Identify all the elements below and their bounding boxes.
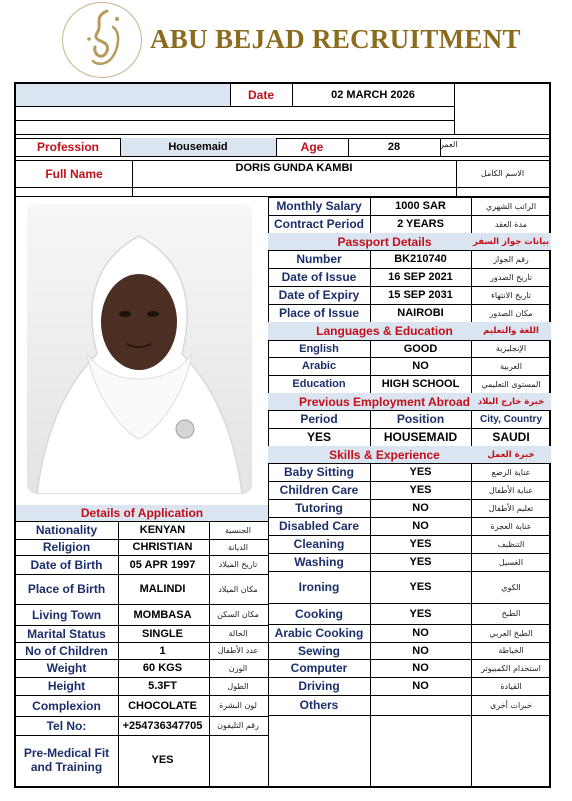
skill-ar: القيادة: [500, 681, 522, 691]
grid-line: [471, 624, 472, 642]
contract-period-value: 2 YEARS: [397, 218, 444, 230]
grid-line: [471, 695, 472, 715]
age-value: 28: [387, 141, 401, 153]
company-logo: [62, 2, 142, 78]
detail-ar: عدد الأطفال: [217, 646, 259, 655]
skill-value: YES: [409, 556, 432, 568]
company-name: ABU BEJAD RECRUITMENT: [150, 24, 521, 54]
grid-line: [471, 268, 472, 286]
arabic-ar: العربية: [500, 361, 522, 371]
grid-line: [370, 304, 371, 322]
period-label: Period: [300, 412, 338, 426]
grid-line: [471, 677, 472, 695]
grid-line: [370, 603, 371, 624]
grid-line: [471, 250, 472, 268]
skill-ar: الغسيل: [498, 557, 524, 567]
detail-label: Nationality: [35, 523, 98, 537]
country-value: SAUDI: [492, 430, 530, 444]
detail-value: SINGLE: [142, 627, 183, 640]
pre-medical-value: YES: [151, 754, 174, 766]
arabic-label: Arabic: [301, 360, 337, 372]
skill-value: NO: [412, 627, 429, 639]
detail-label: Date of Birth: [30, 557, 103, 572]
skill-label: Baby Sitting: [283, 465, 354, 479]
detail-label: Weight: [46, 661, 87, 675]
skill-ar: التنظيف: [497, 539, 525, 549]
grid-line: [370, 535, 371, 553]
english-ar: الإنجليزية: [495, 344, 527, 353]
skill-value: NO: [412, 502, 429, 514]
grid-line: [471, 215, 472, 233]
passport-details-header: Passport Details: [268, 233, 501, 250]
grid-line: [471, 375, 472, 393]
pre-medical-label: Pre-Medical Fit and Training: [23, 746, 110, 774]
grid-line: [471, 659, 472, 677]
skill-ar: الخياطة: [498, 646, 524, 655]
detail-label: Complexion: [32, 698, 101, 713]
place-of-issue-ar: مكان الصدور: [489, 308, 533, 318]
date-of-issue-label: Date of Issue: [281, 270, 357, 284]
grid-line: [471, 603, 472, 624]
skill-ar: خبرات أخرى: [490, 700, 532, 710]
grid-line: [471, 535, 472, 553]
grid-line: [471, 571, 472, 603]
grid-line: [370, 624, 371, 642]
age-ar: العمر: [440, 139, 458, 149]
education-value: HIGH SCHOOL: [381, 378, 460, 390]
previous-employment-header: Previous Employment Abroad: [268, 393, 501, 410]
grid-line: [471, 304, 472, 322]
passport-details-header-ar: بيانات جواز السفر: [471, 233, 551, 250]
details-of-application-header: Details of Application: [16, 505, 268, 521]
grid-line: [370, 642, 371, 659]
skill-value: [370, 695, 471, 715]
skill-ar: الطبخ: [501, 609, 521, 618]
detail-value: CHRISTIAN: [132, 541, 193, 553]
grid-line: [471, 428, 472, 446]
detail-label: Marital Status: [27, 626, 106, 641]
detail-ar: الطول: [227, 681, 249, 691]
skill-label: Washing: [294, 555, 344, 569]
grid-line: [370, 659, 371, 677]
grid-line: [370, 463, 371, 481]
skill-value: YES: [409, 607, 432, 620]
date-label: Date: [247, 88, 274, 102]
age-label: Age: [300, 140, 324, 154]
skill-label: Cooking: [295, 606, 343, 621]
skill-label: Arabic Cooking: [274, 626, 364, 640]
languages-header: Languages & Education: [268, 322, 501, 340]
detail-value: KENYAN: [139, 524, 186, 536]
grid-line: [370, 517, 371, 535]
arabic-value: NO: [412, 360, 429, 372]
grid-line: [370, 268, 371, 286]
skill-value: NO: [412, 644, 429, 657]
detail-label: Tel No:: [46, 718, 87, 733]
position-label: Position: [396, 412, 445, 426]
detail-value: CHOCOLATE: [128, 699, 197, 712]
grid-line: [471, 481, 472, 499]
skill-label: Children Care: [279, 483, 359, 497]
detail-label: Height: [47, 679, 86, 693]
skill-value: NO: [412, 680, 429, 692]
detail-value: MOMBASA: [133, 608, 192, 621]
detail-value: 1: [159, 644, 166, 657]
detail-ar: الوزن: [228, 663, 248, 673]
date-value: 02 MARCH 2026: [331, 89, 415, 101]
skill-ar: تعليم الأطفال: [488, 503, 534, 513]
grid-line: [471, 463, 472, 481]
detail-ar: الجنسية: [224, 525, 252, 535]
grid-line: [268, 715, 551, 716]
grid-line: [471, 517, 472, 535]
grid-line: [471, 410, 472, 428]
grid-line: [370, 677, 371, 695]
languages-header-ar: اللغة والتعليم: [471, 322, 551, 340]
monthly-salary-ar: الراتب الشهري: [485, 201, 537, 211]
full-name-label: Full Name: [45, 166, 103, 181]
grid-line: [370, 286, 371, 304]
date-of-issue-value: 16 SEP 2021: [388, 271, 453, 283]
skills-header-ar: خبرة العمل: [471, 446, 551, 463]
skill-ar: الكوي: [501, 582, 521, 592]
skill-label: Driving: [298, 679, 340, 693]
monthly-salary-label: Monthly Salary: [276, 199, 362, 213]
passport-number-ar: رقم الجواز: [493, 254, 529, 264]
full-name-ar: الاسم الكامل: [480, 169, 525, 178]
detail-value: +254736347705: [122, 719, 203, 732]
skill-ar: استخدام الكمبيوتر: [481, 663, 541, 673]
detail-ar: الديانة: [227, 542, 249, 552]
detail-label: Religion: [42, 540, 91, 554]
contract-period-label: Contract Period: [273, 217, 364, 231]
skill-value: YES: [409, 466, 432, 478]
education-label: Education: [292, 378, 346, 390]
grid-line: [370, 197, 371, 215]
skill-value: NO: [412, 662, 429, 674]
profession-value: Housemaid: [120, 138, 276, 156]
grid-line: [370, 481, 371, 499]
detail-ar: الحالة: [228, 629, 248, 638]
grid-line: [370, 357, 371, 375]
detail-ar: لون البشرة: [219, 701, 257, 710]
date-of-expiry-value: 15 SEP 2031: [388, 289, 453, 301]
grid-line: [370, 553, 371, 571]
detail-ar: مكان السكن: [217, 610, 259, 619]
skill-label: Tutoring: [295, 501, 343, 515]
skills-header: Skills & Experience: [268, 446, 501, 463]
calligraphy-logo-icon: [63, 3, 141, 77]
period-value: YES: [306, 430, 331, 444]
detail-label: No of Children: [25, 643, 108, 658]
passport-number-label: Number: [296, 252, 342, 266]
detail-ar: رقم التليفون: [217, 721, 259, 730]
skill-ar: عناية الرضع: [491, 467, 531, 477]
detail-value: MALINDI: [139, 583, 186, 595]
position-value: HOUSEMAID: [383, 430, 458, 444]
date-spacer: [16, 84, 230, 106]
date-of-expiry-ar: تاريخ الانتهاء: [491, 290, 531, 300]
full-name-value: DORIS GUNDA KAMBI: [235, 162, 353, 174]
skill-label: Computer: [290, 661, 348, 675]
grid-line: [471, 340, 472, 357]
grid-line: [370, 340, 371, 357]
english-value: GOOD: [403, 342, 438, 355]
skill-value: YES: [409, 484, 432, 496]
grid-line: [370, 499, 371, 517]
grid-line: [370, 428, 371, 446]
place-of-issue-value: NAIROBI: [397, 307, 444, 319]
detail-value: 05 APR 1997: [129, 558, 196, 571]
grid-line: [471, 197, 472, 215]
skill-label: Others: [299, 698, 339, 712]
date-of-expiry-label: Date of Expiry: [278, 288, 360, 302]
skill-label: Cleaning: [293, 537, 345, 551]
grid-line: [370, 215, 371, 233]
profession-label: Profession: [36, 140, 99, 154]
skill-label: Sewing: [297, 643, 340, 658]
grid-line: [471, 713, 472, 788]
monthly-salary-value: 1000 SAR: [395, 200, 446, 212]
applicant-photo: [27, 204, 252, 494]
passport-number-value: BK210740: [394, 253, 447, 265]
detail-value: 60 KGS: [142, 662, 183, 674]
skill-label: Ironing: [298, 580, 340, 594]
english-label: English: [299, 342, 339, 355]
skill-ar: عناية الأطفال: [488, 485, 534, 495]
skill-value: NO: [412, 520, 429, 532]
detail-ar: تاريخ الميلاد: [218, 560, 258, 569]
grid-line: [471, 286, 472, 304]
detail-ar: مكان الميلاد: [218, 584, 258, 594]
detail-value: 5.3FT: [148, 680, 177, 692]
skill-value: YES: [409, 581, 432, 593]
skill-ar: عناية العجزة: [490, 521, 532, 531]
education-ar: المستوى التعليمي: [481, 379, 541, 389]
place-of-issue-label: Place of Issue: [278, 306, 360, 320]
grid-line: [370, 410, 371, 428]
contract-period-ar: مدة العقد: [495, 219, 527, 229]
detail-label: Place of Birth: [27, 582, 106, 596]
grid-line: [370, 250, 371, 268]
grid-line: [471, 499, 472, 517]
grid-line: [370, 571, 371, 603]
grid-line: [370, 375, 371, 393]
skill-label: Disabled Care: [278, 519, 360, 533]
grid-line: [471, 642, 472, 659]
city-country-label: City, Country: [479, 413, 543, 425]
skill-value: YES: [409, 538, 432, 550]
grid-line: [370, 695, 371, 715]
grid-line: [471, 357, 472, 375]
detail-label: Living Town: [31, 607, 102, 622]
grid-line: [471, 553, 472, 571]
grid-line: [370, 713, 371, 788]
skill-ar: الطبخ العربي: [489, 628, 533, 638]
previous-employment-header-ar: خبرة خارج البلاد: [471, 393, 551, 410]
date-of-issue-ar: تاريخ الصدور: [490, 272, 532, 282]
